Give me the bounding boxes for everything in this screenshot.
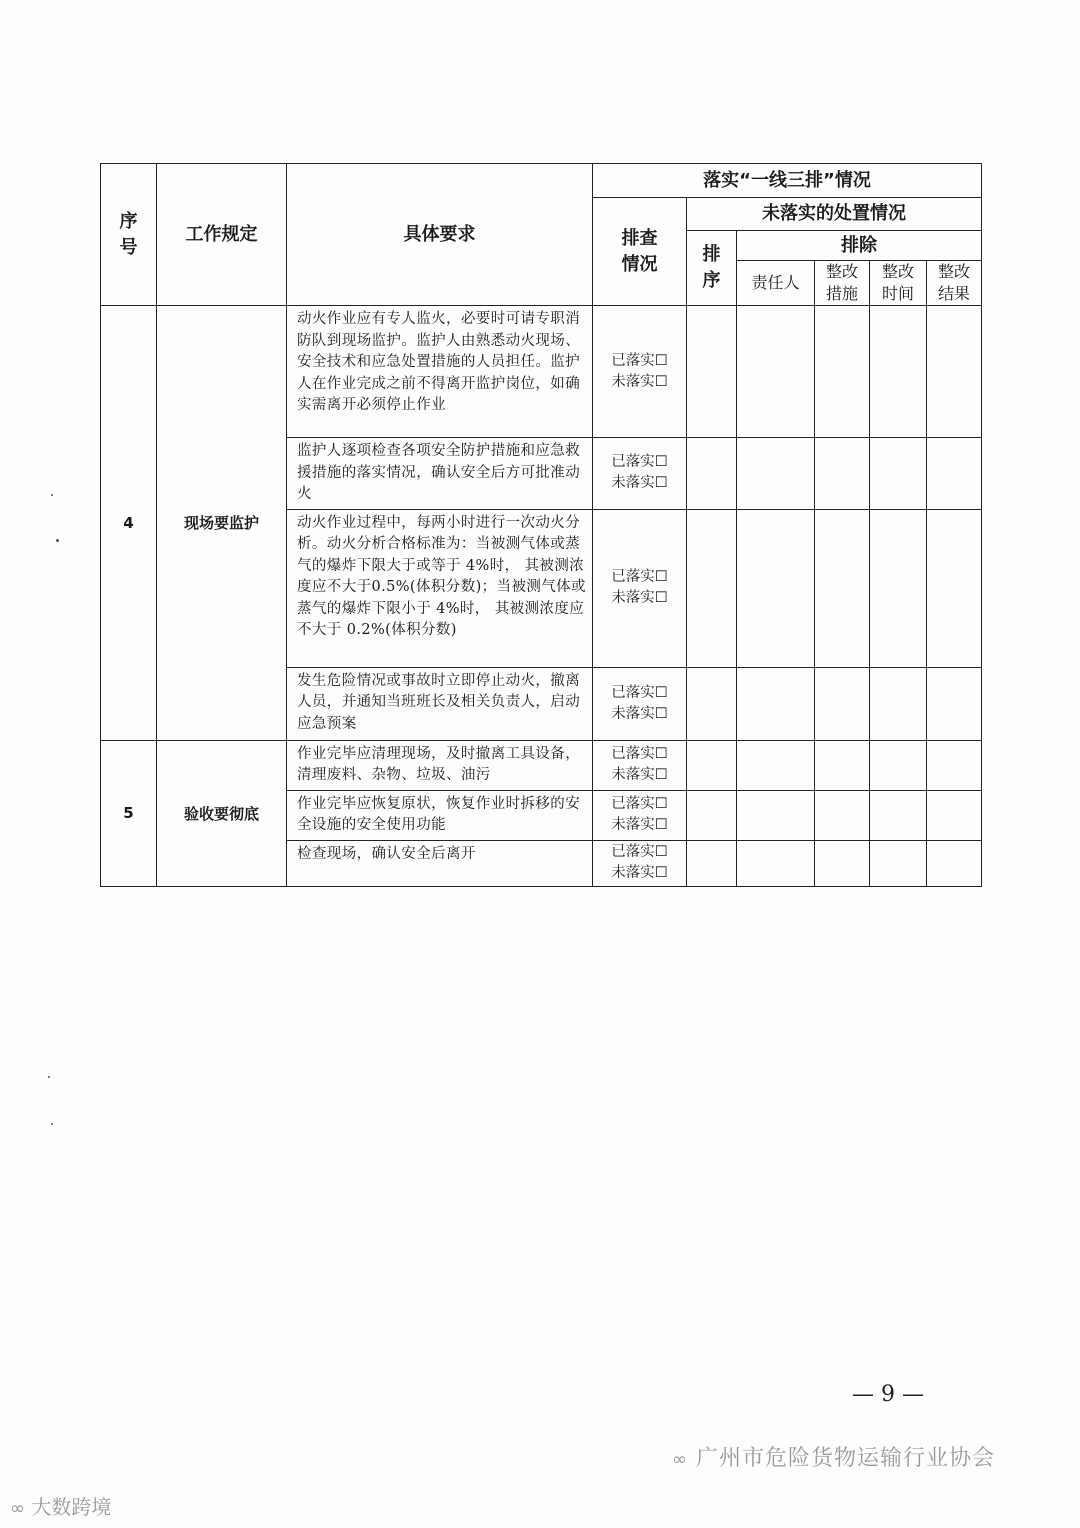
header-check: 排查 情况 bbox=[593, 198, 687, 306]
status-done-checkbox[interactable]: 已落实☐ bbox=[611, 796, 668, 812]
status-done-checkbox[interactable]: 已落实☐ bbox=[611, 746, 668, 762]
wechat-icon: ∞ bbox=[10, 1498, 25, 1519]
status-not-done-checkbox[interactable]: 未落实☐ bbox=[611, 590, 668, 606]
scan-speck bbox=[51, 1123, 53, 1125]
order-cell bbox=[687, 667, 737, 740]
check-status bbox=[593, 840, 687, 886]
status-done-checkbox[interactable]: 已落实☐ bbox=[611, 844, 668, 860]
time-cell bbox=[870, 306, 927, 438]
status-done-checkbox[interactable]: 已落实☐ bbox=[611, 569, 668, 585]
watermark-left: ∞ 大数跨境 bbox=[10, 1495, 112, 1519]
time-cell bbox=[870, 509, 927, 667]
time-cell bbox=[870, 840, 927, 886]
time-cell bbox=[870, 790, 927, 840]
status-not-done-checkbox[interactable]: 未落实☐ bbox=[611, 817, 668, 833]
status-not-done-checkbox[interactable]: 未落实☐ bbox=[611, 475, 668, 492]
time-cell bbox=[870, 667, 927, 740]
requirement-text: 动火作业过程中，每两小时进行一次动火分析。动火分析合格标准为：当被测气体或蒸气的爆炸下限大于或等于 4%时， 其被测浓度应不大于0.5%(体积分数)；当被测气体或蒸气的爆炸下限小于 4%时， 其被测浓度应不大于 0.2%(体积分数) bbox=[287, 509, 593, 667]
scan-speck bbox=[48, 1076, 50, 1078]
order-cell bbox=[687, 509, 737, 667]
responsible-cell bbox=[737, 790, 815, 840]
order-cell bbox=[687, 306, 737, 438]
measures-cell bbox=[815, 790, 870, 840]
requirement-text: 检查现场，确认安全后离开 bbox=[287, 840, 593, 886]
header-measures: 整改 措施 bbox=[815, 261, 870, 306]
result-cell bbox=[927, 667, 982, 740]
order-cell bbox=[687, 790, 737, 840]
result-cell bbox=[927, 790, 982, 840]
result-cell bbox=[927, 740, 982, 790]
status-done-checkbox[interactable]: 已落实☐ bbox=[611, 454, 668, 471]
status-not-done-checkbox[interactable]: 未落实☐ bbox=[611, 705, 668, 722]
header-seq: 序 号 bbox=[101, 164, 157, 306]
requirement-text: 动火作业应有专人监火，必要时可请专职消防队到现场监护。监护人由熟悉动火现场、安全技术和应急处置措施的人员担任。监护人在作业完成之前不得离开监护岗位，如确实需离开必须停止作业 bbox=[287, 306, 593, 438]
status-not-done-checkbox[interactable]: 未落实☐ bbox=[611, 767, 668, 783]
status-not-done-checkbox[interactable]: 未落实☐ bbox=[611, 865, 668, 881]
header-requirement: 具体要求 bbox=[287, 164, 593, 306]
header-time: 整改 时间 bbox=[870, 261, 927, 306]
watermark-right: ∞ 广州市危险货物运输行业协会 bbox=[672, 1446, 996, 1471]
measures-cell bbox=[815, 740, 870, 790]
check-status bbox=[593, 740, 687, 790]
requirement-text: 作业完毕应清理现场，及时撤离工具设备，清理废料、杂物、垃圾、油污 bbox=[287, 740, 593, 790]
work-rule: 现场要监护 bbox=[157, 306, 287, 741]
requirement-text: 作业完毕应恢复原状，恢复作业时拆移的安全设施的安全使用功能 bbox=[287, 790, 593, 840]
check-status bbox=[593, 438, 687, 510]
header-result: 整改 结果 bbox=[927, 261, 982, 306]
time-cell bbox=[870, 740, 927, 790]
check-status bbox=[593, 667, 687, 740]
responsible-cell bbox=[737, 740, 815, 790]
wechat-icon: ∞ bbox=[672, 1449, 688, 1470]
result-cell bbox=[927, 509, 982, 667]
table-row bbox=[101, 740, 982, 790]
time-cell bbox=[870, 438, 927, 510]
requirement-text: 发生危险情况或事故时立即停止动火，撤离人员，并通知当班班长及相关负责人，启动应急预案 bbox=[287, 667, 593, 740]
status-done-checkbox[interactable]: 已落实☐ bbox=[611, 684, 668, 701]
order-cell bbox=[687, 840, 737, 886]
header-remove: 排除 bbox=[737, 231, 982, 261]
measures-cell bbox=[815, 306, 870, 438]
row-number: 4 bbox=[101, 306, 157, 741]
order-cell bbox=[687, 740, 737, 790]
check-status bbox=[593, 306, 687, 438]
requirement-text: 监护人逐项检查各项安全防护措施和应急救援措施的落实情况，确认安全后方可批准动火 bbox=[287, 438, 593, 510]
row-number: 5 bbox=[101, 740, 157, 886]
responsible-cell bbox=[737, 306, 815, 438]
measures-cell bbox=[815, 509, 870, 667]
table-row bbox=[101, 306, 982, 438]
status-not-done-checkbox[interactable]: 未落实☐ bbox=[611, 373, 668, 390]
result-cell bbox=[927, 306, 982, 438]
responsible-cell bbox=[737, 438, 815, 510]
scan-speck bbox=[56, 539, 59, 542]
measures-cell bbox=[815, 667, 870, 740]
header-order: 排 序 bbox=[687, 231, 737, 306]
page-number: — 9 — bbox=[852, 1382, 924, 1407]
scan-speck bbox=[51, 494, 53, 496]
result-cell bbox=[927, 840, 982, 886]
inspection-table bbox=[100, 163, 982, 887]
responsible-cell bbox=[737, 509, 815, 667]
responsible-cell bbox=[737, 667, 815, 740]
header-unimplemented: 未落实的处置情况 bbox=[687, 198, 982, 231]
header-responsible: 责任人 bbox=[737, 261, 815, 306]
order-cell bbox=[687, 438, 737, 510]
check-status bbox=[593, 509, 687, 667]
header-rule: 工作规定 bbox=[157, 164, 287, 306]
measures-cell bbox=[815, 840, 870, 886]
result-cell bbox=[927, 438, 982, 510]
check-status bbox=[593, 790, 687, 840]
responsible-cell bbox=[737, 840, 815, 886]
measures-cell bbox=[815, 438, 870, 510]
status-done-checkbox[interactable]: 已落实☐ bbox=[611, 352, 668, 369]
header-implementation: 落实“一线三排”情况 bbox=[593, 164, 982, 198]
work-rule: 验收要彻底 bbox=[157, 740, 287, 886]
